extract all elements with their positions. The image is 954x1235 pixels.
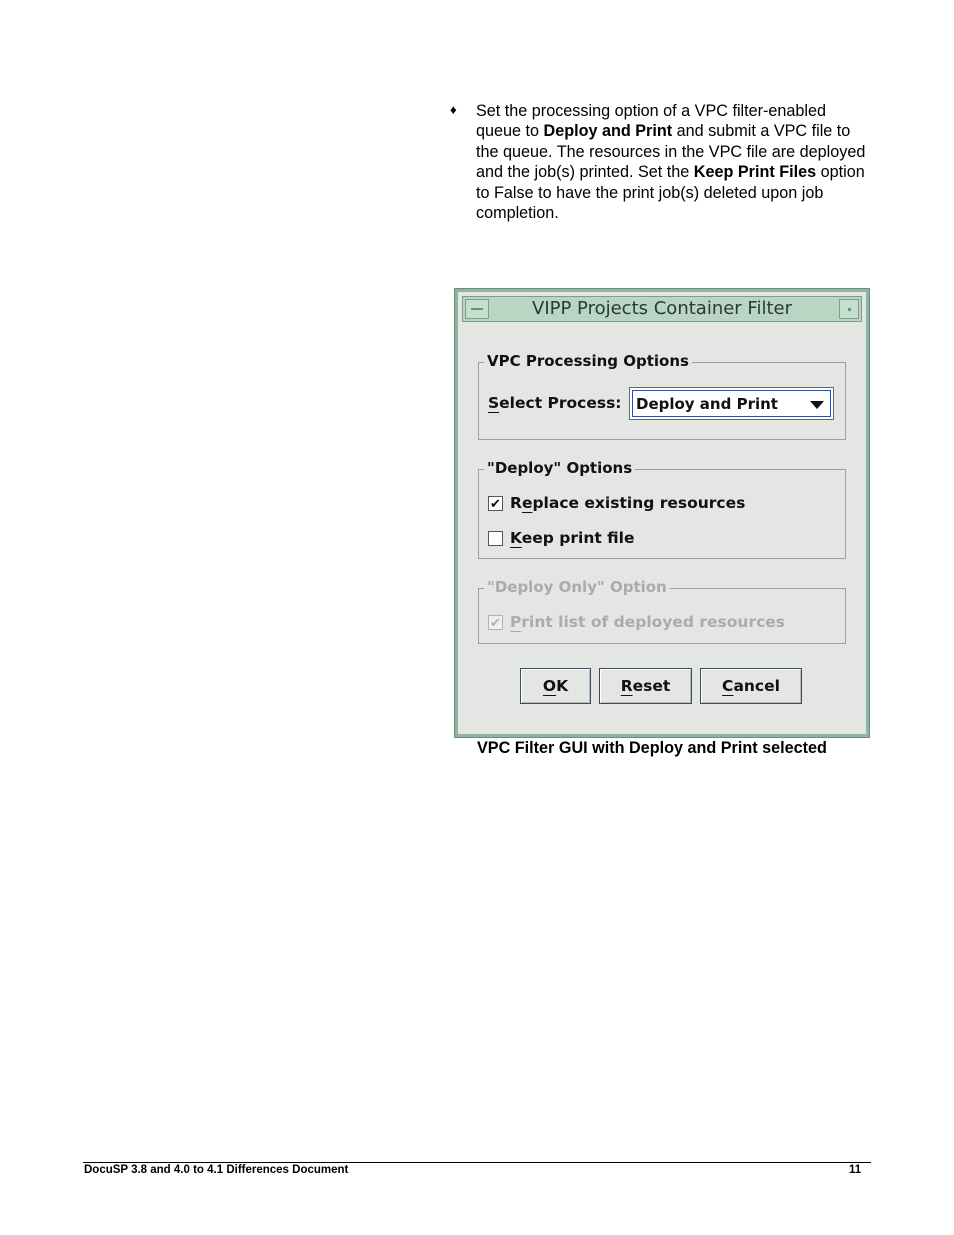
figure-caption: VPC Filter GUI with Deploy and Print selected xyxy=(477,739,827,757)
checkbox-label: Print list of deployed resources xyxy=(510,613,786,631)
bullet-text-part: and submit a VPC file to the queue. The resources in the VPC file are deployed and the job(s) printed. Set the xyxy=(476,122,866,182)
bullet-text-part: option to False to have the print job(s) deleted upon job completion. xyxy=(476,163,865,223)
window-menu-icon[interactable] xyxy=(465,299,489,319)
bullet-text-part: Deploy and Print xyxy=(543,122,673,141)
bullet-text-part: Keep Print Files xyxy=(693,163,817,182)
bullet-paragraph xyxy=(476,101,873,223)
dialog-title: VIPP Projects Container Filter xyxy=(532,298,792,319)
select-process-value: Deploy and Print xyxy=(636,395,778,413)
ok-button[interactable]: OK xyxy=(520,668,591,704)
select-process-label: Select Process: xyxy=(488,394,622,412)
replace-resources-checkbox[interactable]: ✔ xyxy=(488,496,503,511)
dialog-titlebar xyxy=(462,296,862,322)
processing-options-group xyxy=(478,352,846,440)
group-title: "Deploy" Options xyxy=(484,459,635,477)
deploy-options-group xyxy=(478,459,846,559)
checkbox-label: Keep print file xyxy=(510,529,635,547)
page-number: 11 xyxy=(849,1164,862,1176)
chevron-down-icon[interactable] xyxy=(810,401,824,409)
footer-divider xyxy=(83,1162,871,1163)
keep-print-file-checkbox[interactable] xyxy=(488,531,503,546)
vpc-filter-dialog xyxy=(455,289,869,737)
footer-document-title: DocuSP 3.8 and 4.0 to 4.1 Differences Document xyxy=(84,1164,349,1176)
deploy-only-option-group xyxy=(478,578,846,644)
diamond-bullet-icon: ♦ xyxy=(450,102,457,117)
reset-button[interactable]: Reset xyxy=(599,668,692,704)
print-list-checkbox: ✔ xyxy=(488,615,503,630)
group-title: "Deploy Only" Option xyxy=(484,578,670,596)
bullet-text-part: Set the processing option of a VPC filter-enabled queue to xyxy=(476,102,827,141)
maximize-icon[interactable] xyxy=(839,299,859,319)
cancel-button[interactable]: Cancel xyxy=(700,668,802,704)
checkbox-label: Replace existing resources xyxy=(510,494,746,512)
select-process-dropdown[interactable] xyxy=(629,387,834,420)
group-title: VPC Processing Options xyxy=(484,352,692,370)
